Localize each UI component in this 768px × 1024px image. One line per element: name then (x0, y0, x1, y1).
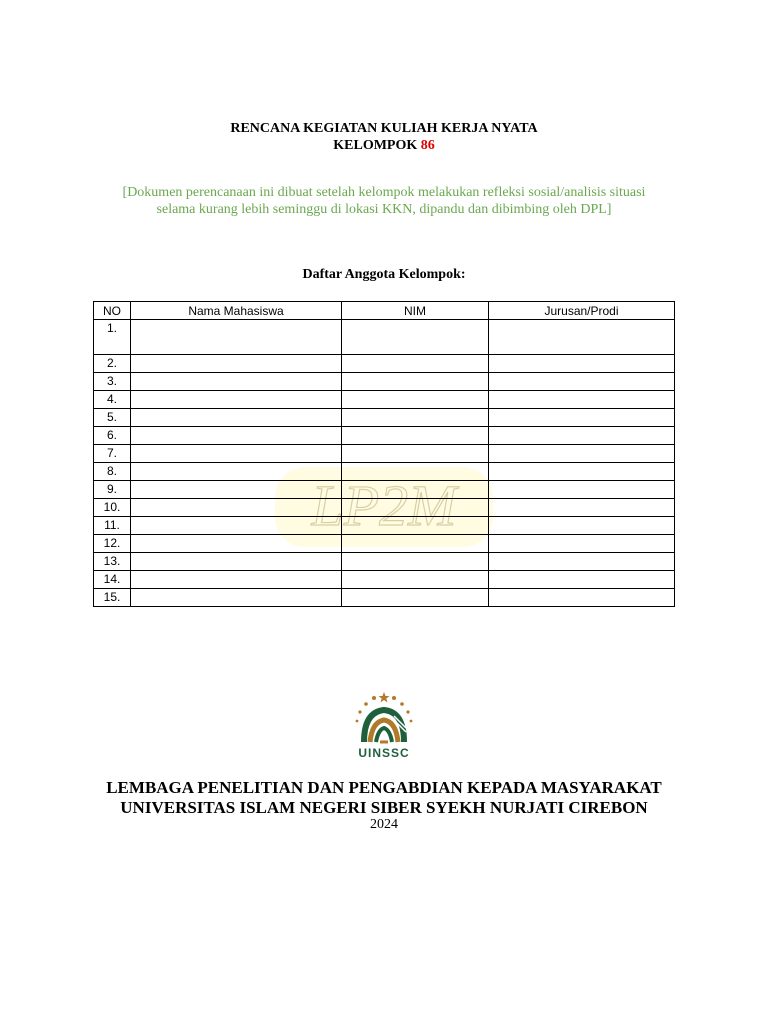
prodi-cell (489, 427, 675, 445)
group-title (0, 138, 768, 154)
member-list-heading: Daftar Anggota Kelompok: (302, 267, 466, 282)
row-number-cell: 8. (94, 463, 131, 481)
watermark-text: LP2M (311, 473, 457, 538)
nim-cell (342, 355, 489, 373)
column-header-prodi: Jurusan/Prodi (489, 302, 675, 320)
prodi-cell (489, 391, 675, 409)
nim-cell (342, 427, 489, 445)
name-cell (131, 589, 342, 607)
table-row (94, 481, 675, 499)
group-label: KELOMPOK (333, 138, 421, 153)
table-row (94, 517, 675, 535)
nim-cell (342, 553, 489, 571)
row-number-cell: 3. (94, 373, 131, 391)
nim-cell (342, 445, 489, 463)
table-row (94, 535, 675, 553)
table-row (94, 571, 675, 589)
name-cell (131, 517, 342, 535)
nim-cell (342, 409, 489, 427)
nim-cell (342, 589, 489, 607)
row-number-cell: 12. (94, 535, 131, 553)
row-number-cell: 7. (94, 445, 131, 463)
column-header-nim: NIM (342, 302, 489, 320)
prodi-cell (489, 445, 675, 463)
row-number-cell: 10. (94, 499, 131, 517)
name-cell (131, 355, 342, 373)
prodi-cell (489, 481, 675, 499)
table-row (94, 445, 675, 463)
table-row (94, 553, 675, 571)
row-number-cell: 11. (94, 517, 131, 535)
nim-cell (342, 391, 489, 409)
nim-cell (342, 481, 489, 499)
row-number-cell: 5. (94, 409, 131, 427)
column-header-name: Nama Mahasiswa (131, 302, 342, 320)
nim-cell (342, 571, 489, 589)
row-number-cell: 15. (94, 589, 131, 607)
row-number-cell: 14. (94, 571, 131, 589)
row-number-cell: 1. (94, 320, 131, 355)
name-cell (131, 463, 342, 481)
name-cell (131, 481, 342, 499)
row-number-cell: 13. (94, 553, 131, 571)
instruction-note-line2: selama kurang lebih seminggu di lokasi KKN, dipandu dan dibimbing oleh DPL] (156, 202, 612, 217)
institution-name-line1: LEMBAGA PENELITIAN DAN PENGABDIAN KEPADA MASYARAKAT (106, 778, 662, 797)
member-table (93, 301, 675, 607)
name-cell (131, 409, 342, 427)
nim-cell (342, 499, 489, 517)
name-cell (131, 571, 342, 589)
table-row (94, 463, 675, 481)
table-row (94, 427, 675, 445)
document-year: 2024 (370, 817, 398, 832)
name-cell (131, 445, 342, 463)
table-row (94, 409, 675, 427)
table-header-row (94, 302, 675, 320)
table-row (94, 373, 675, 391)
instruction-note (0, 184, 768, 218)
prodi-cell (489, 355, 675, 373)
row-number-cell: 9. (94, 481, 131, 499)
name-cell (131, 535, 342, 553)
table-row (94, 355, 675, 373)
nim-cell (342, 535, 489, 553)
instruction-note-line1: [Dokumen perencanaan ini dibuat setelah kelompok melakukan refleksi sosial/analisis situasi (122, 185, 646, 200)
group-number: 86 (420, 138, 435, 153)
nim-cell (342, 320, 489, 355)
logo-text: UINSSC (358, 746, 410, 760)
prodi-cell (489, 409, 675, 427)
prodi-cell (489, 535, 675, 553)
row-number-cell: 2. (94, 355, 131, 373)
table-row (94, 589, 675, 607)
institution-name-line2: UNIVERSITAS ISLAM NEGERI SIBER SYEKH NURJATI CIREBON (120, 798, 648, 817)
nim-cell (342, 463, 489, 481)
name-cell (131, 499, 342, 517)
prodi-cell (489, 571, 675, 589)
table-row (94, 499, 675, 517)
prodi-cell (489, 589, 675, 607)
row-number-cell: 6. (94, 427, 131, 445)
document-title: RENCANA KEGIATAN KULIAH KERJA NYATA (230, 121, 538, 136)
prodi-cell (489, 517, 675, 535)
name-cell (131, 391, 342, 409)
prodi-cell (489, 320, 675, 355)
name-cell (131, 373, 342, 391)
table-row (94, 391, 675, 409)
prodi-cell (489, 553, 675, 571)
row-number-cell: 4. (94, 391, 131, 409)
prodi-cell (489, 463, 675, 481)
name-cell (131, 320, 342, 355)
prodi-cell (489, 373, 675, 391)
name-cell (131, 427, 342, 445)
nim-cell (342, 517, 489, 535)
prodi-cell (489, 499, 675, 517)
column-header-no: NO (94, 302, 131, 320)
table-row (94, 320, 675, 355)
nim-cell (342, 373, 489, 391)
name-cell (131, 553, 342, 571)
